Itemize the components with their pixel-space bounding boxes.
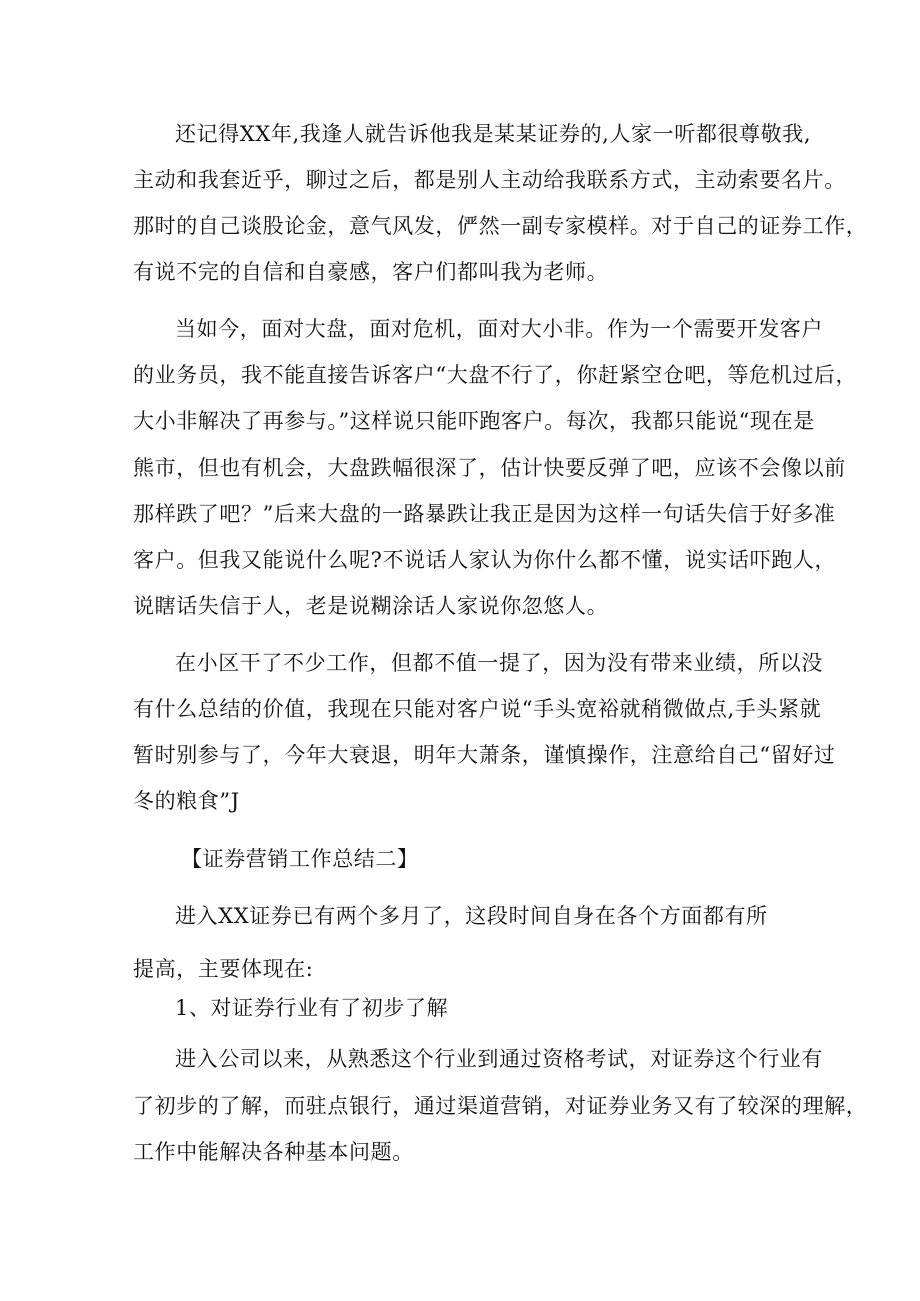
paragraph-3-line-3: 暂时别参与了，今年大衰退，明年大萧条，谨慎操作，注意给自己“留好过 (133, 743, 836, 767)
final-paragraph-line-3: 工作中能解决各种基本问题。 (133, 1140, 414, 1164)
paragraph-2-line-3: 大小非解决了再参与。”这样说只能吓跑客户。每次，我都只能说“现在是 (133, 409, 815, 433)
paragraph-1-line-2: 主动和我套近乎，聊过之后，都是别人主动给我联系方式，主动索要名片。 (133, 168, 846, 192)
intro-line-2: 提高，主要体现在: (133, 957, 314, 981)
final-paragraph-line-1: 进入公司以来，从熟悉这个行业到通过资格考试，对证券这个行业有 (175, 1047, 823, 1071)
paragraph-1-line-4: 有说不完的自信和自豪感，客户们都叫我为老师。 (133, 260, 609, 284)
paragraph-3-line-4: 冬的粮食”J (133, 789, 240, 813)
paragraph-1-line-1: 还记得XX年,我逢人就告诉他我是某某证券的,人家一听都很尊敬我, (175, 122, 812, 146)
paragraph-3-line-2: 有什么总结的价值，我现在只能对客户说“手头宽裕就稍微做点,手头紧就 (133, 697, 822, 721)
paragraph-2-line-1: 当如今，面对大盘，面对危机，面对大小非。作为一个需要开发客户 (175, 317, 823, 341)
paragraph-2-line-6: 客户。但我又能说什么呢?不说话人家认为你什么都不懂，说实话吓跑人， (133, 548, 837, 572)
paragraph-2-line-4: 熊市，但也有机会，大盘跌幅很深了，估计快要反弹了吧，应该不会像以前 (133, 456, 846, 480)
paragraph-3-line-1: 在小区干了不少工作，但都不值一提了，因为没有带来业绩，所以没 (175, 651, 823, 675)
paragraph-2-line-2: 的业务员，我不能直接告诉客户“大盘不行了，你赶紧空仓吧，等危机过后， (133, 363, 858, 387)
paragraph-2-line-7: 说瞎话失信于人，老是说糊涂话人家说你忽悠人。 (133, 594, 609, 618)
paragraph-1-line-3: 那时的自己谈股论金，意气风发，俨然一副专家模样。对于自己的证券工作， (133, 214, 868, 238)
intro-line-1: 进入XX证券已有两个多月了，这段时间自身在各个方面都有所 (175, 904, 768, 928)
section-heading: 【证券营销工作总结二】 (181, 847, 419, 871)
paragraph-2-line-5: 那样跌了吧？”后来大盘的一路暴跌让我正是因为这样一句话失信于好多准 (133, 502, 836, 526)
item-heading: 1、对证券行业有了初步了解 (175, 996, 449, 1020)
final-paragraph-line-2: 了初步的了解，而驻点银行，通过渠道营销，对证券业务又有了较深的理解， (133, 1094, 868, 1118)
